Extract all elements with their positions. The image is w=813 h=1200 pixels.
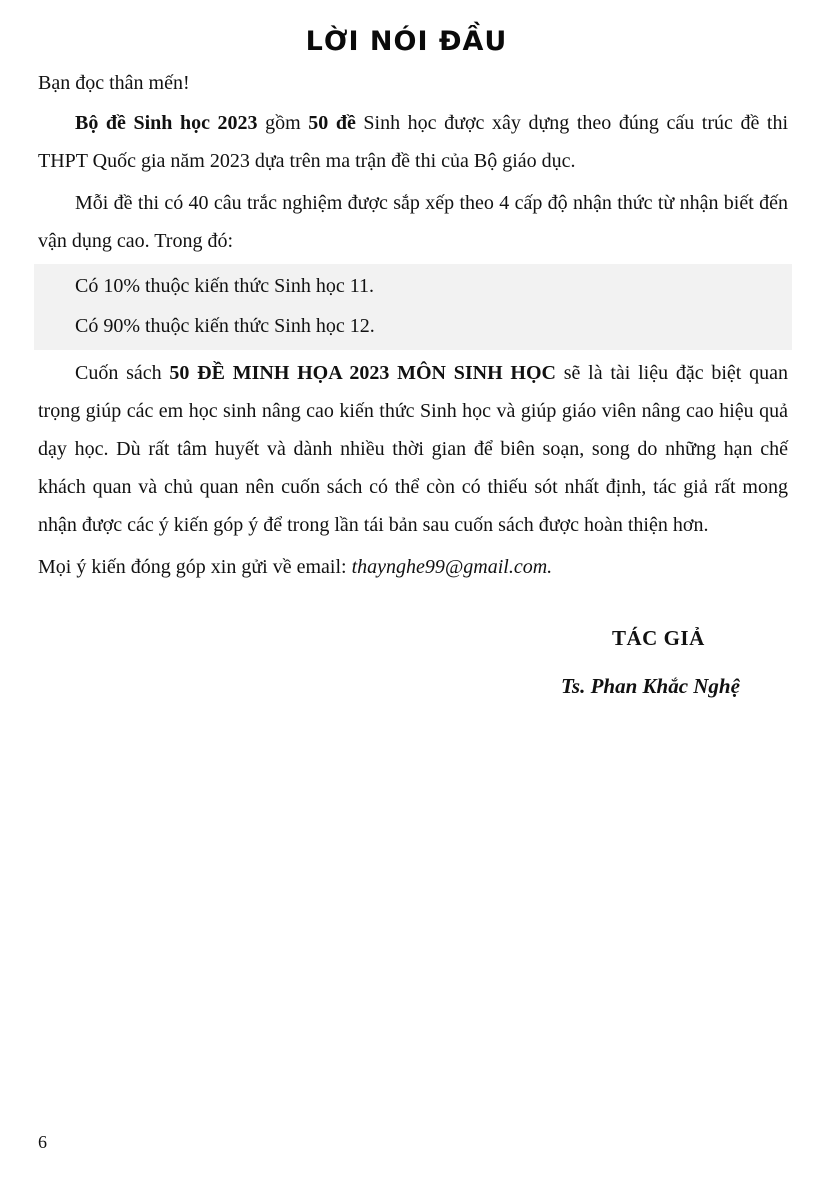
page-number: 6 [38,1132,47,1152]
intro-text-a: gồm [257,112,309,134]
author-name: Ts. Phan Khắc Nghệ [561,674,740,698]
book-series-name: Bộ đề Sinh học 2023 [75,112,258,134]
greeting: Bạn đọc thân mến! [38,72,190,94]
contact-email: thaynghe99@gmail.com. [351,556,553,578]
knowledge-breakdown [34,264,792,350]
book-title: 50 ĐỀ MINH HỌA 2023 MÔN SINH HỌC [169,362,556,384]
preface-body [38,64,788,586]
intro-paragraph [38,104,788,180]
author-label: TÁC GIẢ [612,626,705,650]
exam-count: 50 đề [308,112,356,134]
contact-line [38,548,788,586]
page-title: LỜI NÓI ĐẦU [305,26,508,58]
list-item: Có 10% thuộc kiến thức Sinh học 11. [75,275,374,297]
book-text-b: sẽ là tài liệu đặc biệt quan trọng giúp các em học sinh nâng cao kiến thức Sinh học và giúp giáo viên nâng cao hiệu quả dạy học. Dù rất tâm huyết và dành nhiều thời gian để biên soạn, song do những hạn chế khách quan và chủ quan nên cuốn sách có thể còn có thiếu sót nhất định, tác giả rất mong nhận được các ý kiến góp ý để trong lần tái bản sau cuốn sách được hoàn thiện hơn. [38,362,788,536]
structure-paragraph: Mỗi đề thi có 40 câu trắc nghiệm được sắp xếp theo 4 cấp độ nhận thức từ nhận biết đến vận dụng cao. Trong đó: [38,192,788,252]
intro-text-b: Sinh học được xây dựng theo đúng cấu trúc đề thi THPT Quốc gia năm 2023 dựa trên ma trận đề thi của Bộ giáo dục. [38,112,789,172]
book-paragraph [38,354,788,544]
list-item: Có 90% thuộc kiến thức Sinh học 12. [75,315,375,337]
book-text-a: Cuốn sách [75,362,170,384]
contact-text: Mọi ý kiến đóng góp xin gửi về email: [38,556,352,578]
